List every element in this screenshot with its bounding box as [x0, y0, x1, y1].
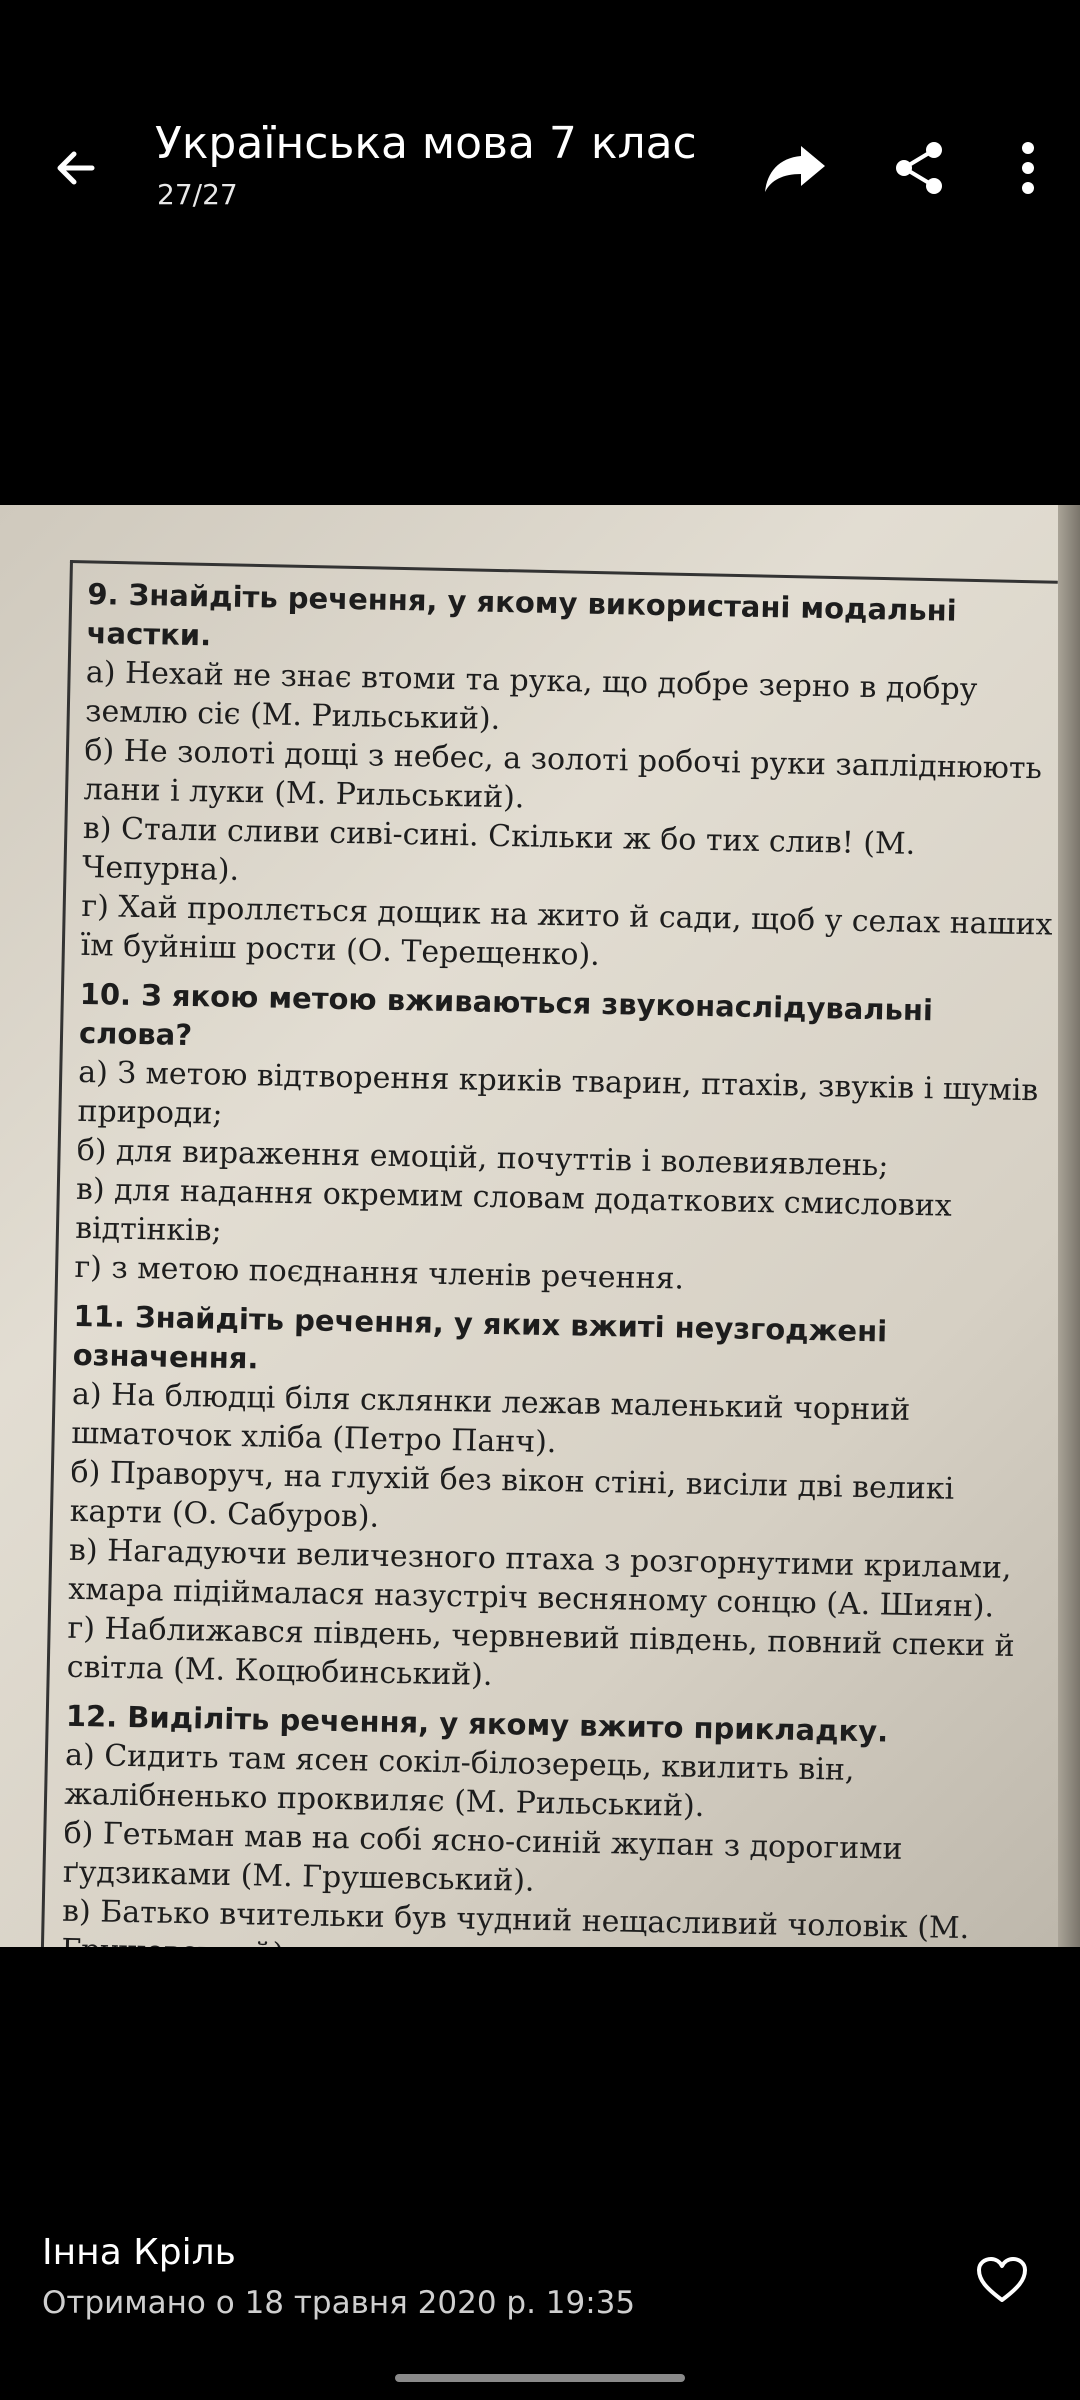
question-option: г) Наближався південь, червневий південь, повний спеки й світла (М. Коцюбинський). [66, 1610, 1015, 1693]
question-option: б) Праворуч, на глухій без вікон стіні, висіли дві великі карти (О. Сабуров). [69, 1454, 955, 1535]
question-option: в) Батько вчительки був чудний нещасливий чоловік (М. [61, 1893, 970, 1947]
share-icon [892, 140, 948, 196]
question-option: б) Не золоті дощі з небес, а золоті робочі руки запліднюють лани і луки (М. Рильський). [83, 732, 1043, 816]
question-title: 9. Знайдіть речення, у якому використані модальні частки. [86, 576, 957, 653]
question-option: а) На блюдці біля склянки лежав маленький чорний шматочок хліба (Петро Панч). [70, 1376, 911, 1461]
bottom-info-bar [0, 1947, 1080, 2400]
question-option: б) Гетьман мав на собі ясно-синій жупан з дорогими ґудзиками (М. Грушевський). [62, 1815, 903, 1899]
like-button[interactable] [962, 2240, 1042, 2320]
share-button[interactable] [880, 128, 960, 208]
forward-arrow-icon [763, 142, 827, 194]
arrow-left-icon [52, 144, 100, 192]
question-option: в) Нагадуючи величезного птаха з розгорнутими крилами, хмара підіймалася назустріч весняному сонцю (А. Шиян). [67, 1532, 1012, 1625]
question-option: б) для вираження емоцій, почуттів і волевиявлень; [76, 1132, 889, 1184]
received-timestamp: Отримано о 18 травня 2020 р. 19:35 [42, 2285, 636, 2321]
chat-title: Українська мова 7 клас [155, 118, 697, 169]
question-option: в) Стали сливи сиві-сині. Скільки ж бо тих слив! (М. Чепурна). [81, 810, 916, 888]
forward-button[interactable] [755, 128, 835, 208]
question-option: г) Хай проллється дощик на жито й сади, щоб у селах наших їм буйніш рости (О. Терещенко). [80, 888, 1053, 973]
back-button[interactable] [36, 128, 116, 208]
book-spine [1058, 505, 1080, 1947]
home-indicator[interactable] [395, 2374, 685, 2382]
question-option: в) для надання окремим словам додаткових смислових відтінків; [74, 1171, 953, 1249]
question-title: 12. Виділіть речення, у якому вжито прикладку. [65, 1698, 889, 1749]
question-option: а) З метою відтворення криків тварин, птахів, звуків і шумів природи; [77, 1054, 1039, 1132]
textbook-text [60, 565, 1063, 2066]
top-app-bar [0, 0, 1080, 290]
more-vert-icon [1018, 140, 1038, 196]
more-options-button[interactable] [988, 128, 1068, 208]
question-title: 10. З якою метою вживаються звуконаслідувальні слова? [78, 976, 934, 1053]
page-counter: 27/27 [157, 178, 238, 211]
question-9 [80, 575, 1062, 984]
heart-outline-icon [976, 2256, 1028, 2304]
question-title: 11. Знайдіть речення, у яких вжиті неузгоджені означення. [72, 1298, 888, 1376]
sender-name: Інна Кріль [42, 2232, 236, 2273]
question-option: г) з метою поєднання членів речення. [74, 1249, 685, 1297]
photo-content[interactable] [0, 505, 1080, 1947]
question-option: а) Нехай не знає втоми та рука, що добре зерно в добру землю сіє (М. Рильський). [84, 654, 978, 737]
question-11 [66, 1297, 1048, 1706]
question-option: а) Сидить там ясен сокіл-білозерець, квилить він, жалібненько проквиляє (М. Рильський). [64, 1737, 855, 1825]
question-10 [74, 975, 1055, 1306]
